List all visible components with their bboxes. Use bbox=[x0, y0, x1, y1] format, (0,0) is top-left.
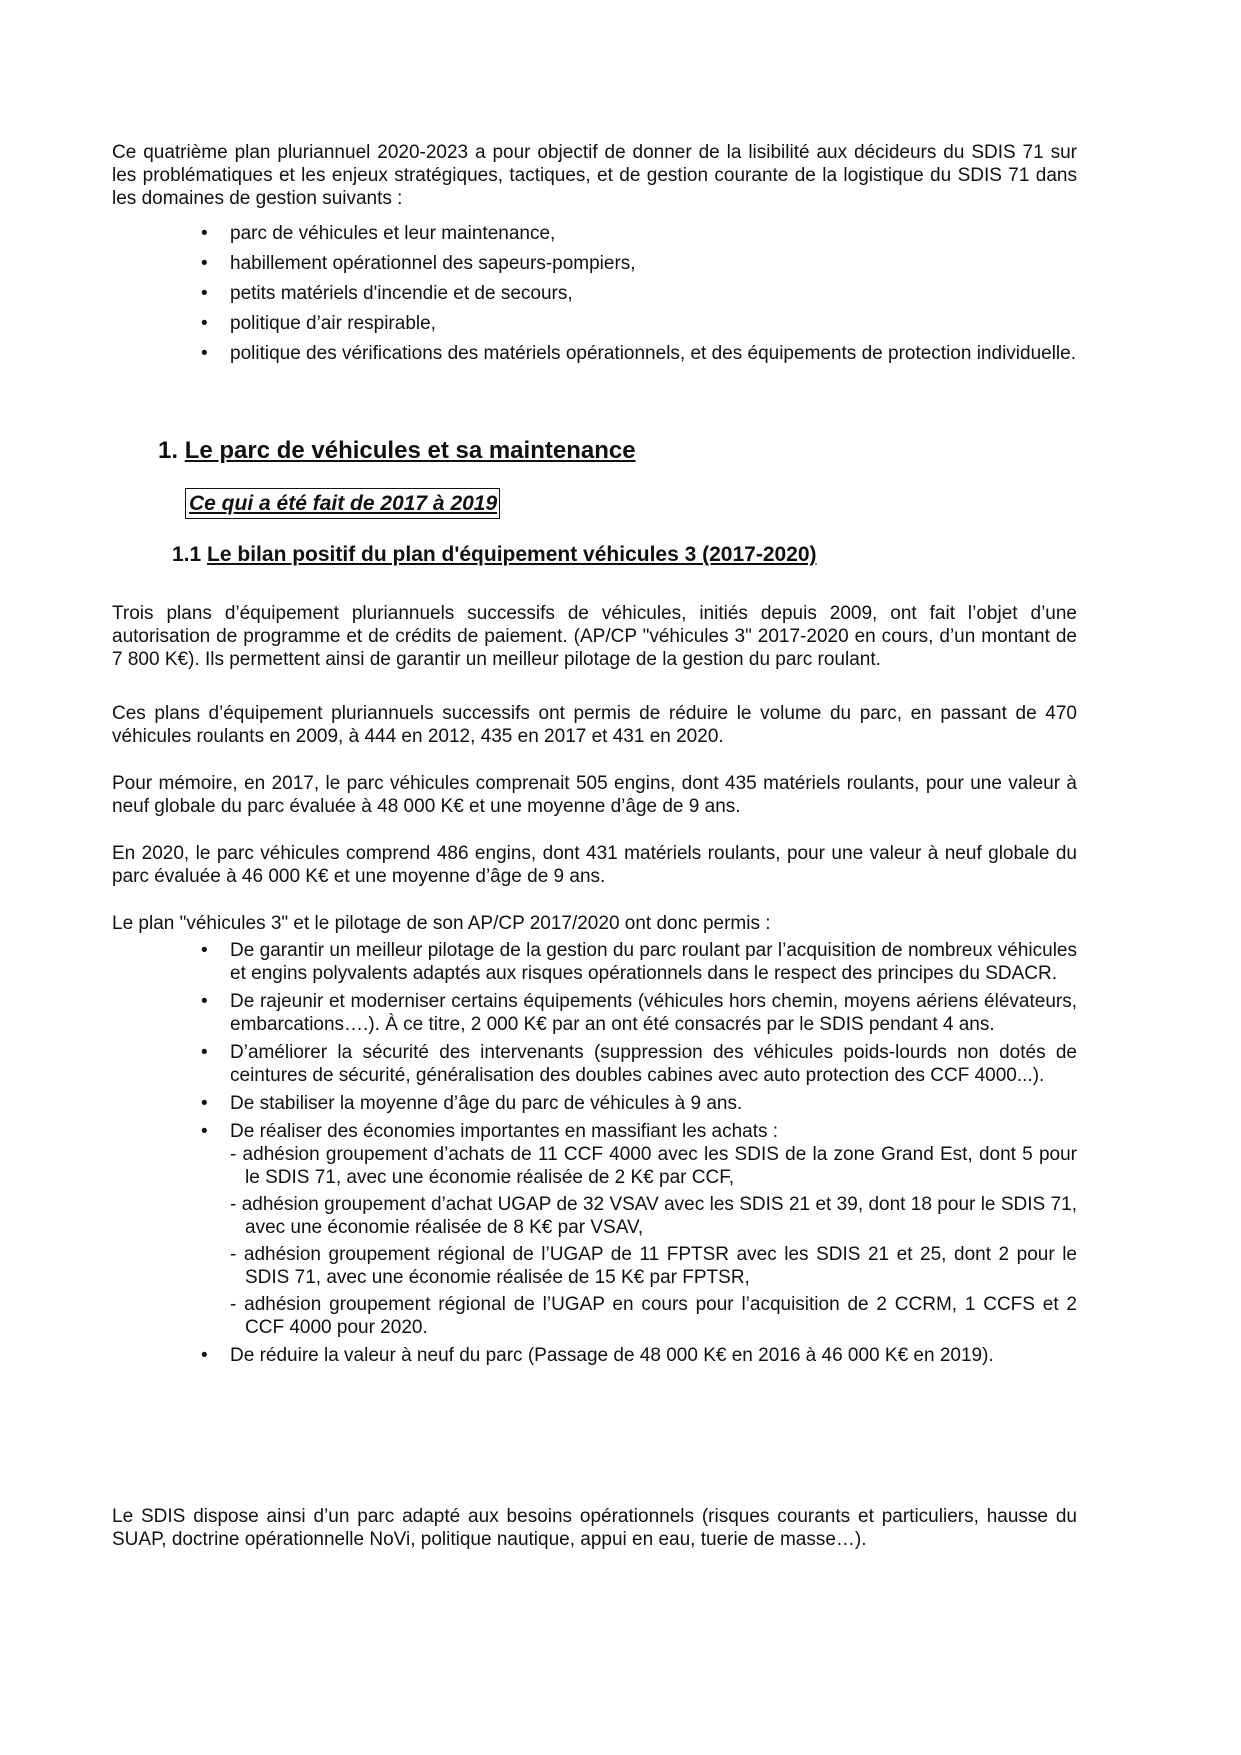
paragraph-block bbox=[112, 702, 1077, 748]
savings-list bbox=[230, 1143, 1077, 1339]
paragraph: En 2020, le parc véhicules comprend 486 engins, dont 431 matériels roulants, pour une valeur à neuf globale du parc évaluée à 46 000 K€ et une moyenne d’âge de 9 ans. bbox=[112, 843, 1077, 887]
sub-list-item: - adhésion groupement d’achats de 11 CCF 4000 avec les SDIS de la zone Grand Est, dont 5 pour le SDIS 71, avec une économie réalisée de 2 K€ par CCF, bbox=[230, 1144, 1077, 1188]
paragraph-block bbox=[112, 912, 1077, 935]
list-item: • parc de véhicules et leur maintenance, bbox=[230, 222, 1077, 245]
paragraph-block bbox=[112, 602, 1077, 671]
section-number: 1. bbox=[158, 437, 179, 464]
intro-paragraph: Ce quatrième plan pluriannuel 2020-2023 a pour objectif de donner de la lisibilité aux décideurs du SDIS 71 sur les problématiques et les enjeux stratégiques, tactiques, et de gestion courante de la logistique du SDIS 71 dans les domaines de gestion suivants : bbox=[112, 142, 1077, 209]
list-item: • D’améliorer la sécurité des intervenants (suppression des véhicules poids-lourds non dotés de ceintures de sécurité, généralisation des doubles cabines avec auto protection des CCF 4000...). bbox=[230, 1041, 1077, 1087]
paragraph: Pour mémoire, en 2017, le parc véhicules comprenait 505 engins, dont 435 matériels roulants, pour une valeur à neuf globale du parc évaluée à 48 000 K€ et une moyenne d’âge de 9 ans. bbox=[112, 773, 1077, 817]
section-1-heading bbox=[158, 436, 636, 466]
list-item: • De rajeunir et moderniser certains équipements (véhicules hors chemin, moyens aériens élévateurs, embarcations….). À ce titre, 2 000 K€ par an ont été consacrés par le SDIS pendant 4 ans. bbox=[230, 990, 1077, 1036]
achievements-list bbox=[230, 939, 1077, 1367]
section-title: Le parc de véhicules et sa maintenance bbox=[184, 437, 636, 464]
section-number: 1.1 bbox=[172, 543, 202, 566]
paragraph: Le plan "véhicules 3" et le pilotage de son AP/CP 2017/2020 ont donc permis : bbox=[112, 913, 771, 934]
sub-list-item: - adhésion groupement régional de l’UGAP de 11 FPTSR avec les SDIS 21 et 25, dont 2 pour le SDIS 71, avec une économie réalisée de 15 K€ par FPTSR, bbox=[230, 1244, 1077, 1288]
list-item-text: De réaliser des économies importantes en massifiant les achats : bbox=[230, 1121, 779, 1142]
list-item: • politique des vérifications des matériels opérationnels, et des équipements de protection individuelle. bbox=[230, 342, 1077, 365]
section-title: Le bilan positif du plan d'équipement véhicules 3 (2017-2020) bbox=[207, 543, 817, 566]
paragraph: Trois plans d’équipement pluriannuels successifs de véhicules, initiés depuis 2009, ont fait l’objet d’une autorisation de programme et de crédits de paiement. (AP/CP "véhicules 3" 2017-2020 en cours, d’un montant de 7 800 K€). Ils permettent ainsi de garantir un meilleur pilotage de la gestion du parc roulant. bbox=[112, 603, 1077, 670]
list-item: • petits matériels d'incendie et de secours, bbox=[230, 282, 1077, 305]
list-item: • politique d’air respirable, bbox=[230, 312, 1077, 335]
list-item: • De réduire la valeur à neuf du parc (Passage de 48 000 K€ en 2016 à 46 000 K€ en 2019). bbox=[230, 1344, 1077, 1367]
list-item bbox=[230, 1120, 1077, 1339]
paragraph-block bbox=[112, 772, 1077, 818]
intro-block bbox=[112, 141, 1077, 210]
list-item: • habillement opérationnel des sapeurs-pompiers, bbox=[230, 252, 1077, 275]
list-item: • De stabiliser la moyenne d’âge du parc de véhicules à 9 ans. bbox=[230, 1092, 1077, 1115]
conclusion-paragraph: Le SDIS dispose ainsi d’un parc adapté aux besoins opérationnels (risques courants et particuliers, hausse du SUAP, doctrine opérationnelle NoVi, politique nautique, appui en eau, tuerie de masse…). bbox=[112, 1506, 1077, 1550]
section-1-1-heading bbox=[172, 541, 817, 569]
list-item: • De garantir un meilleur pilotage de la gestion du parc roulant par l’acquisition de nombreux véhicules et engins polyvalents adaptés aux risques opérationnels dans le respect des principes du SDACR. bbox=[230, 939, 1077, 985]
domains-list bbox=[230, 222, 1077, 365]
done-box: Ce qui a été fait de 2017 à 2019 bbox=[185, 488, 500, 519]
sub-list-item: - adhésion groupement régional de l’UGAP en cours pour l’acquisition de 2 CCRM, 1 CCFS et 2 CCF 4000 pour 2020. bbox=[230, 1294, 1077, 1338]
sub-list-item: - adhésion groupement d’achat UGAP de 32 VSAV avec les SDIS 21 et 39, dont 18 pour le SDIS 71, avec une économie réalisée de 8 K€ par VSAV, bbox=[230, 1194, 1077, 1238]
paragraph-block bbox=[112, 842, 1077, 888]
conclusion-block bbox=[112, 1505, 1077, 1551]
paragraph: Ces plans d’équipement pluriannuels successifs ont permis de réduire le volume du parc, en passant de 470 véhicules roulants en 2009, à 444 en 2012, 435 en 2017 et 431 en 2020. bbox=[112, 703, 1077, 747]
